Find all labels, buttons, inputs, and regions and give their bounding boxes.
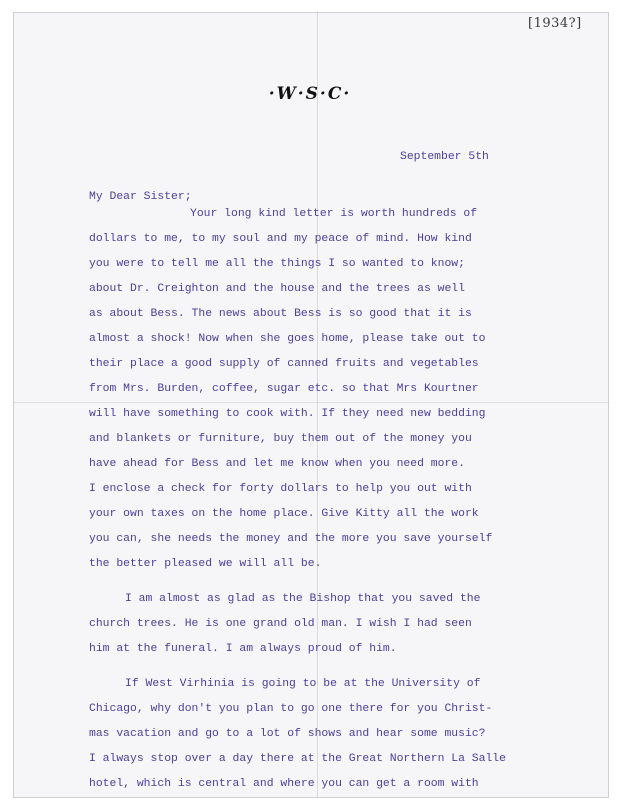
- body-line: church trees. He is one grand old man. I wish I had seen: [89, 618, 472, 631]
- letterhead-monogram: ·W·S·C·: [268, 84, 352, 104]
- body-line: dollars to me, to my soul and my peace of mind. How kind: [89, 233, 472, 246]
- body-line: Your long kind letter is worth hundreds of: [190, 208, 478, 220]
- body-line: from Mrs. Burden, coffee, sugar etc. so that Mrs Kourtner: [89, 383, 479, 396]
- body-line: I am almost as glad as the Bishop that you saved the: [125, 593, 481, 606]
- body-line: about Dr. Creighton and the house and the trees as well: [89, 283, 465, 296]
- body-line: the better pleased we will all be.: [89, 558, 322, 571]
- letter-salutation: My Dear Sister;: [89, 191, 192, 203]
- body-line: their place a good supply of canned fruits and vegetables: [89, 358, 479, 371]
- body-line: hotel, which is central and where you can get a room with: [89, 778, 479, 790]
- body-line: and blankets or furniture, buy them out of the money you: [89, 433, 472, 446]
- body-line: you were to tell me all the things I so wanted to know;: [89, 258, 465, 271]
- body-line: him at the funeral. I am always proud of him.: [89, 643, 397, 656]
- body-line: almost a shock! Now when she goes home, please take out to: [89, 333, 486, 346]
- body-line: mas vacation and go to a lot of shows and hear some music?: [89, 727, 486, 740]
- body-line: I always stop over a day there at the Great Northern La Salle: [89, 752, 506, 765]
- horizontal-fold-line: [13, 402, 609, 403]
- body-line: your own taxes on the home place. Give Kitty all the work: [89, 508, 479, 521]
- body-line: have ahead for Bess and let me know when you need more.: [89, 458, 465, 471]
- body-line: Chicago, why don't you plan to go one there for you Christ-: [89, 702, 493, 715]
- body-line: as about Bess. The news about Bess is so good that it is: [89, 308, 472, 321]
- body-line: I enclose a check for forty dollars to help you out with: [89, 483, 472, 496]
- body-line: If West Virhinia is going to be at the University of: [125, 677, 481, 690]
- archive-date-note: [1934?]: [528, 16, 582, 31]
- body-line: will have something to cook with. If they need new bedding: [89, 408, 486, 421]
- body-line: you can, she needs the money and the more you save yourself: [89, 533, 493, 546]
- letter-date: September 5th: [400, 151, 489, 163]
